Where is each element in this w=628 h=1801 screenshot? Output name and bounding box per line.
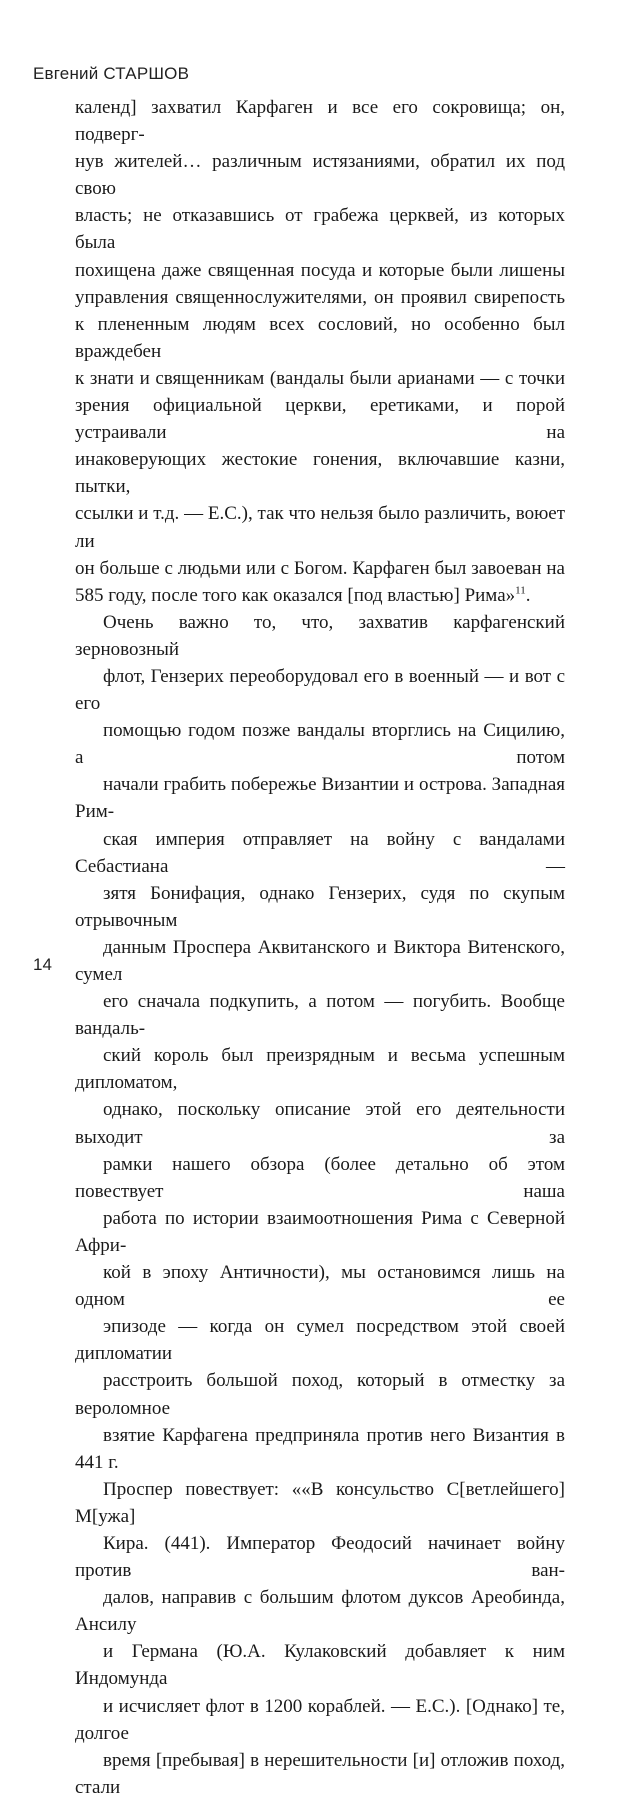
text-line: календ] захватил Карфаген и все его сокровища; он, подверг- [75, 97, 565, 146]
text-line: его сначала подкупить, а потом — погубить. Вообще вандаль- [75, 991, 565, 1040]
text-line: помощью годом позже вандалы вторглись на Сицилию, а потом [75, 720, 565, 769]
body-text [75, 94, 565, 1801]
text-line: ский король был преизрядным и весьма успешным дипломатом, [75, 1045, 565, 1094]
text-line: Кира. (441). Император Феодосий начинает войну против ван- [75, 1532, 565, 1582]
text-line: рамки нашего обзора (более детально об этом повествует наша [75, 1153, 565, 1202]
text-line-last: 585 году, после того как оказался [под властью] Рима»$^{11}$. [75, 584, 531, 606]
text-line: и исчисляет флот в 1200 кораблей. — Е.С.). [Однако] те, долгое [75, 1695, 565, 1744]
text-line: нув жителей… различным истязаниями, обратил их под свою [75, 151, 565, 200]
text-line: Проспер повествует: ««В консульство С[ветлейшего] М[ужа] [75, 1478, 565, 1527]
paragraph-1 [75, 94, 565, 609]
text-line: управления священнослужителями, он проявил свирепость [75, 286, 565, 308]
text-line: власть; не отказавшись от грабежа церквей, из которых была [75, 205, 565, 254]
text-line: флот, Гензерих переоборудовал его в военный — и вот с его [75, 665, 565, 715]
text-line: зятя Бонифация, однако Гензерих, судя по скупым отрывочным [75, 882, 565, 931]
text-line: кой в эпоху Античности), мы остановимся лишь на одном ее [75, 1262, 565, 1311]
text-line: он больше с людьми или с Богом. Карфаген был завоеван на [75, 557, 565, 579]
text-line: начали грабить побережье Византии и острова. Западная Рим- [75, 774, 565, 823]
text-line: к плененным людям всех сословий, но особенно был враждебен [75, 313, 565, 362]
text-line: зрения официальной церкви, еретиками, и порой устраивали на [75, 395, 565, 444]
text-line: время [пребывая] в нерешительности [и] отложив поход, стали [75, 1749, 565, 1798]
text-line: похищена даже священная посуда и которые были лишены [75, 259, 565, 281]
text-line: далов, направив с большим флотом дуксов Ареобинда, Ансилу [75, 1587, 565, 1636]
text-line: работа по истории взаимоотношения Рима с Северной Афри- [75, 1207, 565, 1256]
text-line: и Германа (Ю.А. Кулаковский добавляет к ним Индомунда [75, 1641, 565, 1690]
text-line: Очень важно то, что, захватив карфагенский зерновозный [75, 611, 565, 660]
footnote-ref: 11 [515, 584, 526, 597]
text-line: инаковерующих жестокие гонения, включавшие казни, пытки, [75, 449, 565, 498]
text-line: взятие Карфагена предприняла против него Византия в 441 г. [75, 1424, 565, 1473]
text-line: ссылки и т.д. — Е.С.), так что нельзя было различить, воюет ли [75, 503, 565, 552]
text-line: ская империя отправляет на войну с вандалами Себастиана — [75, 828, 565, 877]
text-line: к знати и священникам (вандалы были арианами — с точки [75, 367, 565, 389]
text-line: однако, поскольку описание этой его деятельности выходит за [75, 1099, 565, 1148]
text-line: расстроить большой поход, который в отместку за вероломное [75, 1370, 565, 1419]
text-line: эпизоде — когда он сумел посредством этой своей дипломатии [75, 1316, 565, 1365]
running-head: Евгений СТАРШОВ [33, 64, 190, 83]
paragraph-2 [75, 609, 565, 1476]
page-number: 14 [33, 955, 52, 974]
text-line: 585 году, после того как оказался [под властью] Рима» [75, 584, 516, 606]
paragraph-3 [75, 1476, 565, 1801]
text-line: данным Проспера Аквитанского и Виктора Витенского, сумел [75, 936, 565, 985]
